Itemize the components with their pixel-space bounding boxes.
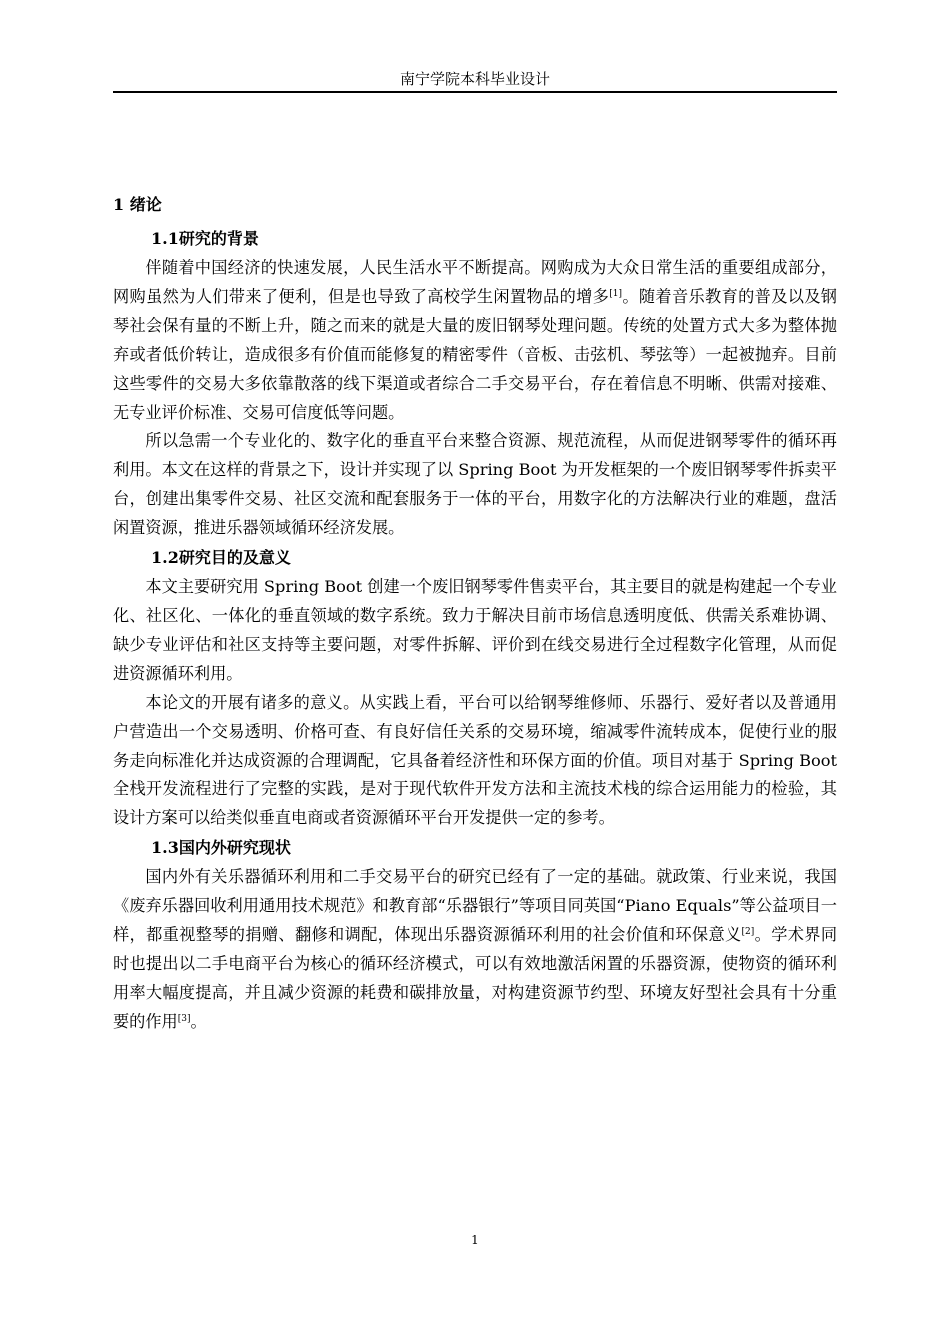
header-rule bbox=[113, 91, 837, 93]
citation-ref: [2] bbox=[741, 927, 755, 938]
citation-ref: [1] bbox=[609, 288, 622, 299]
paragraph-text: 本文主要研究用 Spring Boot 创建一个废旧钢琴零件售卖平台，其主要目的就是构建起一个专业化、社区化、一体化的垂直领域的数字系统。致力于解决目前市场信息透明度低、供需关系难协调、缺少专业评估和社区支持等主要问题，对零件拆解、评价到在线交易进行全过程数字化管理，从而促进资源循环利用。 bbox=[113, 577, 837, 683]
paragraph-text: 。随着音乐教育的普及以及钢琴社会保有量的不断上升，随之而来的就是大量的废旧钢琴处理问题。传统的处置方式大多为整体抛弃或者低价转让，造成很多有价值而能修复的精密零件（音板、击弦机、琴弦等）一起被抛弃。目前这些零件的交易大多依靠散落的线下渠道或者综合二手交易平台，存在着信息不明晰、供需对接难、无专业评价标准、交易可信度低等问题。 bbox=[113, 286, 837, 422]
chapter-title: 1 绪论 bbox=[113, 195, 162, 214]
citation-ref: [3] bbox=[177, 1013, 191, 1024]
paragraph-text: 伴随着中国经济的快速发展，人民生活水平不断提高。网购成为大众日常生活的重要组成部分，网购虽然为人们带来了便利，但是也导致了高校学生闲置物品的增多 bbox=[113, 258, 837, 306]
paragraph bbox=[113, 254, 837, 427]
paragraph-text: 。 bbox=[190, 1011, 207, 1031]
section-heading-1-3: 1.3国内外研究现状 bbox=[151, 838, 291, 858]
paragraph bbox=[113, 689, 837, 834]
paragraph-text: 。学术界同时也提出以二手电商平台为核心的循环经济模式，可以有效地激活闲置的乐器资源，使物资的循环利用率大幅度提高，并且减少资源的耗费和碳排放量，对构建资源节约型、环境友好型社会具有十分重要的作用 bbox=[113, 925, 838, 1031]
page-number: 1 bbox=[471, 1233, 479, 1247]
section-heading-1-1: 1.1研究的背景 bbox=[151, 229, 259, 248]
paragraph-text: 国内外有关乐器循环利用和二手交易平台的研究已经有了一定的基础。就政策、行业来说，我国《废弃乐器回收利用通用技术规范》和教育部“乐器银行”等项目同英国“Piano Equals”等公益项目一样，都重视整琴的捐赠、翻修和调配，体现出乐器资源循环利用的社会价值和环保意义 bbox=[113, 867, 837, 945]
paragraph bbox=[113, 573, 837, 689]
paragraph bbox=[113, 863, 837, 1036]
paragraph-text: 所以急需一个专业化的、数字化的垂直平台来整合资源、规范流程，从而促进钢琴零件的循环再利用。本文在这样的背景之下，设计并实现了以 Spring Boot 为开发框架的一个废旧钢琴零件拆卖平台，创建出集零件交易、社区交流和配套服务于一体的平台，用数字化的方法解决行业的难题，盘活闲置资源，推进乐器领域循环经济发展。 bbox=[113, 431, 837, 538]
running-header: 南宁学院本科毕业设计 bbox=[399, 70, 550, 88]
paragraph bbox=[113, 427, 837, 543]
paragraph-text: 本论文的开展有诸多的意义。从实践上看，平台可以给钢琴维修师、乐器行、爱好者以及普通用户营造出一个交易透明、价格可查、有良好信任关系的交易环境，缩减零件流转成本，促使行业的服务走向标准化并达成资源的合理调配，它具备着经济性和环保方面的价值。项目对基于 Spring Boot 全栈开发流程进行了完整的实践，是对于现代软件开发方法和主流技术栈的综合运用能力的检验，其设计方案可以给类似垂直电商或者资源循环平台开发提供一定的参考。 bbox=[113, 692, 837, 828]
page-body bbox=[113, 190, 837, 1037]
section-heading-1-2: 1.2研究目的及意义 bbox=[151, 548, 291, 568]
